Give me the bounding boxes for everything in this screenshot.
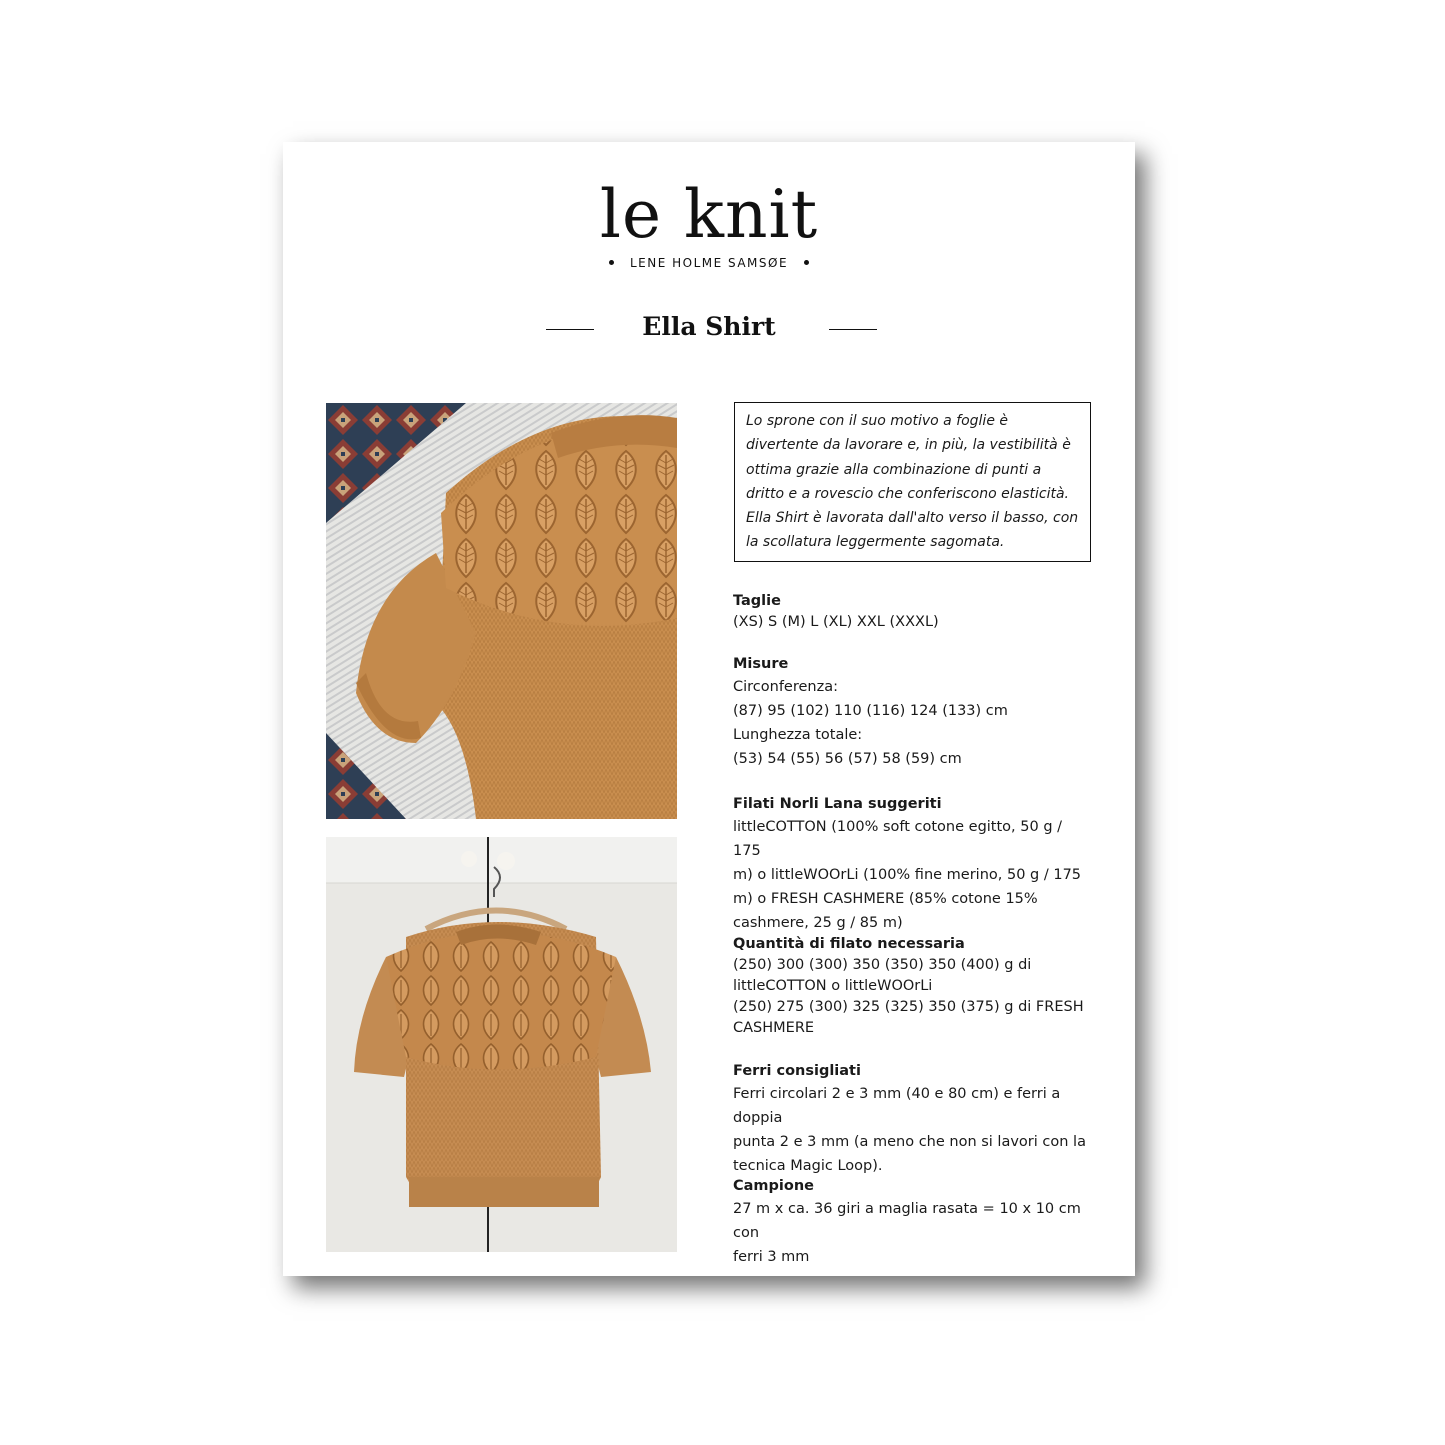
length-value: (53) 54 (55) 56 (57) 58 (59) cm [733, 751, 962, 767]
quantity-section [733, 934, 1093, 1039]
designer-label: LENE HOLME SAMSØE [629, 256, 789, 270]
quantity-heading: Quantità di filato necessaria [733, 936, 965, 952]
title-rule-right [829, 329, 877, 330]
quantity-line: littleCOTTON o littleWOOrLi [733, 978, 933, 994]
chest-label: Circonferenza: [733, 679, 838, 695]
measurements-heading: Misure [733, 656, 789, 672]
shirt-hanger-image [326, 837, 677, 1252]
shirt-flat-image [326, 403, 677, 819]
shirt-hanger-photo [326, 837, 677, 1252]
chest-value: (87) 95 (102) 110 (116) 124 (133) cm [733, 703, 1008, 719]
page-title: Ella Shirt [642, 312, 776, 341]
quantity-line: (250) 275 (300) 325 (325) 350 (375) g di FRESH [733, 999, 1084, 1015]
sizes-value: (XS) S (M) L (XL) XXL (XXXL) [733, 614, 939, 630]
sizes-section [733, 591, 1093, 633]
yarns-line: cashmere, 25 g / 85 m) [733, 915, 903, 931]
gauge-line: 27 m x ca. 36 giri a maglia rasata = 10 x 10 cm con [733, 1201, 1081, 1241]
needles-line: Ferri circolari 2 e 3 mm (40 e 80 cm) e ferri a doppia [733, 1086, 1061, 1126]
needles-heading: Ferri consigliati [733, 1063, 861, 1079]
bullet-icon [609, 260, 614, 265]
quantity-line: (250) 300 (300) 350 (350) 350 (400) g di [733, 957, 1032, 973]
yarns-section [733, 794, 1093, 935]
quantity-line: CASHMERE [733, 1020, 815, 1036]
needles-section [733, 1061, 1093, 1178]
intro-box: Lo sprone con il suo motivo a foglie è divertente da lavorare e, in più, la vestibilità è ottima grazie alla combinazione di punti a dritto e a rovescio che conferiscono elasticità. Ella Shirt è lavorata dall'alto verso il basso, con la scollatura leggermente sagomata. [734, 402, 1091, 562]
gauge-line: ferri 3 mm [733, 1249, 810, 1265]
sizes-heading: Taglie [733, 593, 781, 609]
shirt-flat-photo [326, 403, 677, 819]
yarns-line: littleCOTTON (100% soft cotone egitto, 50 g / 175 [733, 819, 1063, 859]
length-label: Lunghezza totale: [733, 727, 863, 743]
gauge-heading: Campione [733, 1178, 815, 1194]
title-row [283, 308, 1135, 348]
needles-line: tecnica Magic Loop). [733, 1158, 883, 1174]
yarns-line: m) o FRESH CASHMERE (85% cotone 15% [733, 891, 1038, 907]
gauge-section [733, 1176, 1093, 1269]
yarns-heading: Filati Norli Lana suggeriti [733, 796, 942, 812]
brand-logo: le knit [599, 176, 819, 253]
needles-line: punta 2 e 3 mm (a meno che non si lavori con la [733, 1134, 1086, 1150]
yarns-line: m) o littleWOOrLi (100% fine merino, 50 g / 175 [733, 867, 1082, 883]
designer-name [283, 256, 1135, 270]
pattern-sheet [283, 142, 1135, 1276]
bullet-icon [804, 260, 809, 265]
measurements-section [733, 654, 1093, 771]
